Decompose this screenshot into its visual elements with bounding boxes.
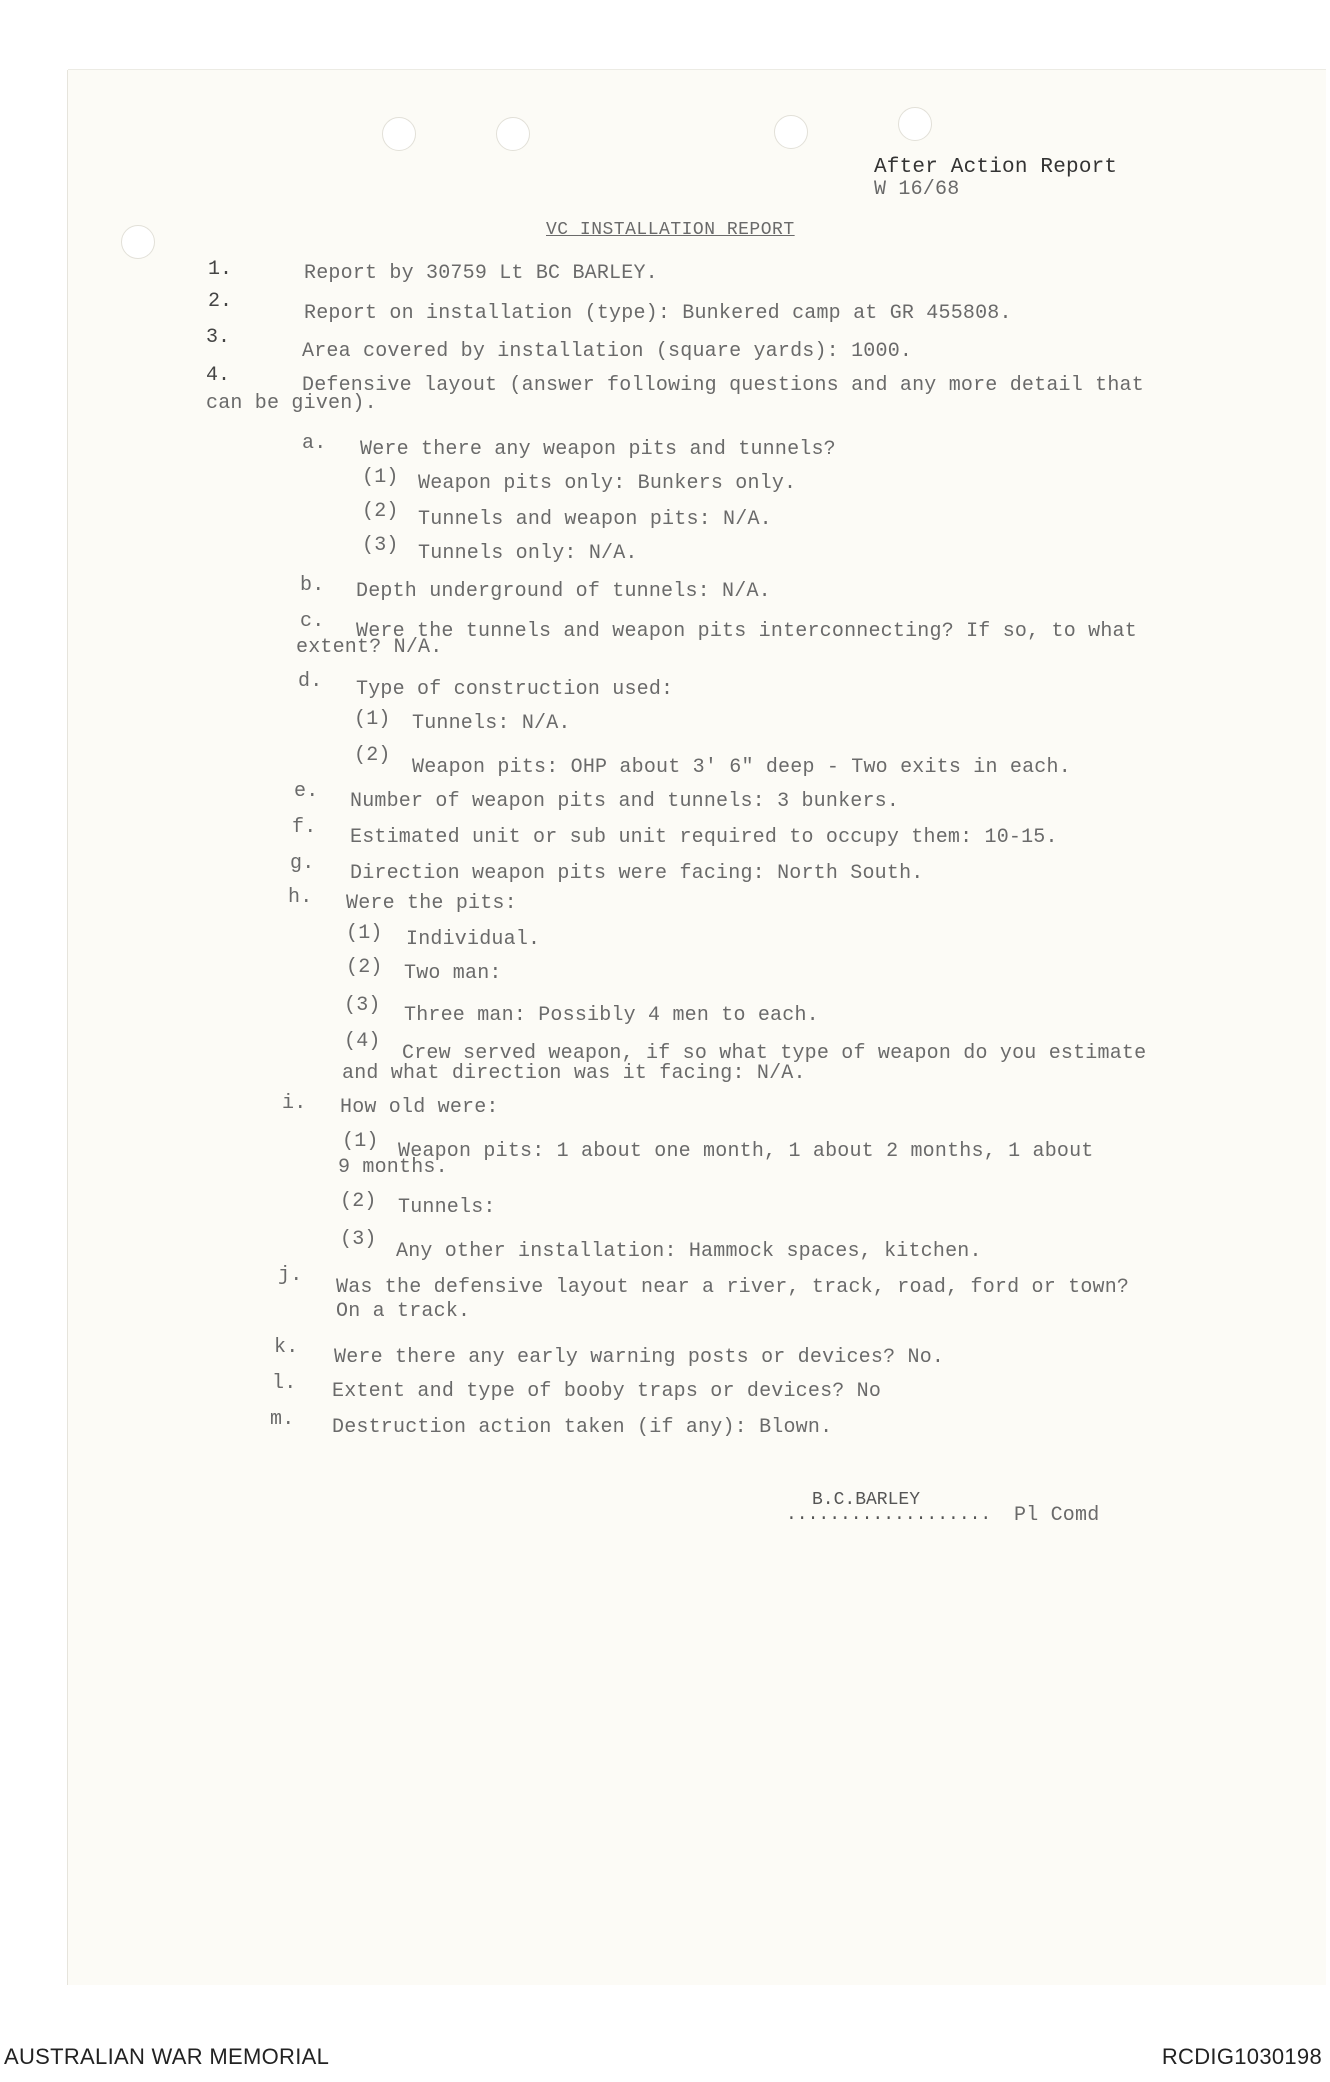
punch-hole	[121, 225, 155, 259]
report-title: VC INSTALLATION REPORT	[546, 220, 795, 240]
sub-d-1-number: (1)	[354, 708, 391, 731]
sub-g-label: g.	[290, 852, 315, 875]
punch-hole	[496, 117, 530, 151]
sub-c-text-line-2: extent? N/A.	[296, 636, 443, 659]
punch-hole	[774, 115, 808, 149]
sub-j-text-line-2: On a track.	[336, 1300, 471, 1323]
sub-i-text: How old were:	[340, 1096, 499, 1119]
item-4-text-line-1: Defensive layout (answer following questions and any more detail that	[302, 374, 1144, 397]
sub-a-label: a.	[302, 432, 327, 455]
item-1-text: Report by 30759 Lt BC BARLEY.	[304, 262, 658, 285]
punch-hole	[898, 107, 932, 141]
item-4-number: 4.	[206, 364, 231, 387]
sub-i-1-text-line-2: 9 months.	[338, 1156, 448, 1179]
sub-i-2-text: Tunnels:	[398, 1196, 496, 1219]
sub-b-text: Depth underground of tunnels: N/A.	[356, 580, 771, 603]
sub-g-text: Direction weapon pits were facing: North South.	[350, 862, 924, 885]
sub-d-2-number: (2)	[354, 744, 391, 767]
sub-l-label: l.	[272, 1372, 297, 1395]
sub-e-text: Number of weapon pits and tunnels: 3 bunkers.	[350, 790, 900, 813]
sub-i-1-number: (1)	[342, 1130, 379, 1153]
signature-name: B.C.BARLEY	[812, 1490, 921, 1510]
sub-i-1-text-line-1: Weapon pits: 1 about one month, 1 about 2 months, 1 about	[398, 1140, 1094, 1163]
sub-m-text: Destruction action taken (if any): Blown.	[332, 1416, 833, 1439]
sub-c-text-line-1: Were the tunnels and weapon pits interconnecting? If so, to what	[356, 620, 1137, 643]
stamp-line-2: W 16/68	[874, 178, 960, 201]
sub-h-text: Were the pits:	[346, 892, 517, 915]
footer-archive-name: AUSTRALIAN WAR MEMORIAL	[4, 2044, 330, 2069]
sub-h-4-text-line-1: Crew served weapon, if so what type of weapon do you estimate	[402, 1042, 1147, 1065]
sub-d-2-text: Weapon pits: OHP about 3' 6" deep - Two exits in each.	[412, 756, 1071, 779]
signature-dots: ...................	[786, 1505, 992, 1525]
footer-item-id: RCDIG1030198	[1161, 2044, 1322, 2069]
sub-m-label: m.	[270, 1408, 295, 1431]
sub-h-2-text: Two man:	[404, 962, 502, 985]
item-3-number: 3.	[206, 326, 231, 349]
sub-d-text: Type of construction used:	[356, 678, 674, 701]
sub-j-text-line-1: Was the defensive layout near a river, track, road, ford or town?	[336, 1276, 1130, 1299]
sub-i-label: i.	[282, 1092, 307, 1115]
sub-f-label: f.	[292, 816, 317, 839]
sub-a-2-text: Tunnels and weapon pits: N/A.	[418, 508, 772, 531]
sub-k-label: k.	[274, 1336, 299, 1359]
item-4-text-line-2: can be given).	[206, 392, 377, 415]
sub-i-3-number: (3)	[340, 1228, 377, 1251]
sub-c-label: c.	[300, 610, 325, 633]
sub-i-2-number: (2)	[340, 1190, 377, 1213]
signature-role: Pl Comd	[1014, 1504, 1100, 1527]
punch-hole	[382, 117, 416, 151]
sub-j-label: j.	[278, 1264, 303, 1287]
sub-e-label: e.	[294, 780, 319, 803]
sub-h-2-number: (2)	[346, 956, 383, 979]
sub-h-1-number: (1)	[346, 922, 383, 945]
sub-h-label: h.	[288, 886, 313, 909]
item-2-number: 2.	[208, 290, 233, 313]
sub-f-text: Estimated unit or sub unit required to occupy them: 10-15.	[350, 826, 1058, 849]
sub-a-1-text: Weapon pits only: Bunkers only.	[418, 472, 797, 495]
sub-a-3-text: Tunnels only: N/A.	[418, 542, 638, 565]
item-1-number: 1.	[208, 258, 233, 281]
item-3-text: Area covered by installation (square yards): 1000.	[302, 340, 913, 363]
item-2-text: Report on installation (type): Bunkered camp at GR 455808.	[304, 302, 1012, 325]
stamp-line-1: After Action Report	[874, 156, 1118, 179]
sub-h-4-text-line-2: and what direction was it facing: N/A.	[342, 1062, 806, 1085]
sub-b-label: b.	[300, 574, 325, 597]
sub-i-3-text: Any other installation: Hammock spaces, kitchen.	[396, 1240, 982, 1263]
sub-d-1-text: Tunnels: N/A.	[412, 712, 571, 735]
sub-a-text: Were there any weapon pits and tunnels?	[360, 438, 836, 461]
sub-h-1-text: Individual.	[406, 928, 541, 951]
sub-a-2-number: (2)	[362, 500, 399, 523]
sub-a-1-number: (1)	[362, 466, 399, 489]
sub-h-3-number: (3)	[344, 994, 381, 1017]
sub-l-text: Extent and type of booby traps or devices? No	[332, 1380, 882, 1403]
sub-h-4-number: (4)	[344, 1030, 381, 1053]
sub-h-3-text: Three man: Possibly 4 men to each.	[404, 1004, 819, 1027]
sub-a-3-number: (3)	[362, 534, 399, 557]
sub-k-text: Were there any early warning posts or devices? No.	[334, 1346, 945, 1369]
sub-d-label: d.	[298, 670, 323, 693]
